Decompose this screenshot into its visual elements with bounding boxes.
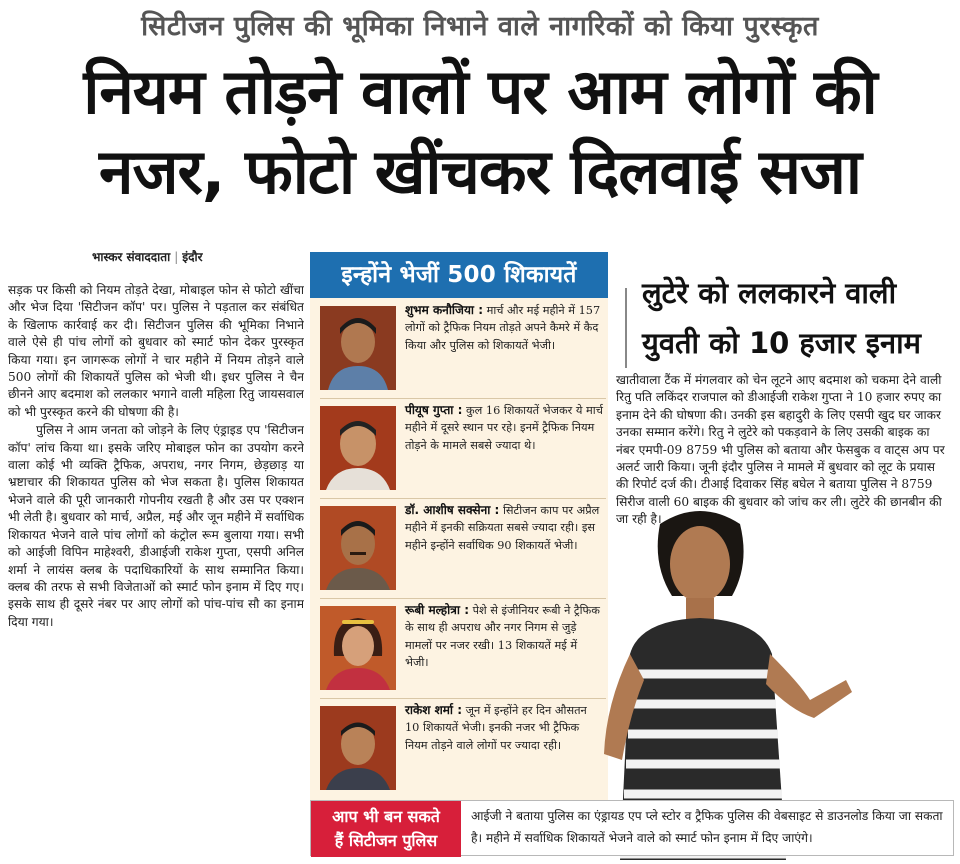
- kicker-headline: सिटीजन पुलिस की भूमिका निभाने वाले नागरिकों को किया पुरस्कृत: [141, 11, 819, 42]
- man-portrait-icon: [320, 506, 396, 590]
- man-portrait-icon: [320, 406, 396, 490]
- side-title-line-2: युवती को 10 हजार इनाम: [642, 326, 921, 360]
- side-story-body: [616, 372, 950, 792]
- story-paragraph: पुलिस ने आम जनता को जोड़ने के लिए एंड्राइड एप 'सिटीजन कॉप' लांच किया था। इसके जरिए मोबाइल फोन का उपयोग करने वाला कोई भी व्यक्ति ट्रैफिक, अपराध, नगर निगम, छेड़छाड़ या भ्रष्टाचार की शिकायत पुलिस को भेज सकता है। पुलिस शिकायत भेजने वाले की पूरी जानकारी गोपनीय रखती है और उस पर एक्शन भी लेती है। बुधवार को मार्च, अप्रैल, मई और जून महीने में सर्वाधिक शिकायत भेजने वाले पांच लोगों को कंट्रोल रूम बुलाया गया। सभी को आईजी विपिन माहेश्वरी, डीआईजी राकेश गुप्ता, एसपी अनिल शर्मा ने लायंस क्लब के पदाधिकारियों के साथ सम्मानित किया। क्लब की तरफ से सभी विजेताओं को स्मार्ट फोन इनाम में दिए गए। इसके साथ ही दूसरे नंबर पर आए लोगों को पांच-पांच सौ का इनाम दिया गया।: [8, 423, 304, 629]
- person-card: [320, 302, 604, 390]
- divider: [320, 498, 606, 499]
- person-name: पीयूष गुप्ता :: [405, 403, 463, 417]
- person-name: राकेश शर्मा :: [405, 703, 462, 717]
- woman-portrait-icon: [320, 606, 396, 690]
- byline: [92, 248, 203, 265]
- person-description: जून में इन्होंने हर दिन औसतन 10 शिकायतें भेजी। इनकी नजर भी ट्रैफिक नियम तोड़ने वाले लोगों पर ज्यादा रही।: [405, 704, 587, 752]
- person-card: [320, 502, 604, 590]
- side-story-paragraph: खातीवाला टैंक में मंगलवार को चेन लूटने आए बदमाश को चकमा देने वाली रितु पति लकिंदर राजपाल को डीआईजी राकेश गुप्ता ने 10 हजार रुपए का इनाम देने की घोषणा की। उनकी इस बहादुरी के लिए एसपी खुद घर जाकर उनका सम्मान करेंगे। रितु ने लुटेरे को पकड़वाने के लिए उसकी बाइक का नंबर एमपी-09 8759 भी पुलिस को बताया और फेसबुक व वाट्स अप पर अलर्ट जारी किया। जूनी इंदौर पुलिस ने मामले में बुधवार को लूट के प्रयास की रिपोर्ट दर्ज की। टीआई दिवाकर सिंह बघेल ने बताया पुलिस ने 8759 सिरीज वाली 60 बाइक की बुधवार को जांच कर ली। लुटेरे की छानबीन की जा रही है।: [616, 373, 945, 527]
- person-name: शुभम कनौजिया :: [405, 303, 483, 317]
- byline-reporter: भास्कर संवाददाता: [92, 250, 171, 264]
- person-description: सिटीजन काप पर अप्रैल महीने में इनकी सक्रियता सबसे ज्यादा रही। इस महीने इन्होंने सर्वाधिक 90 शिकायतें भेजी।: [405, 504, 600, 552]
- headline-line-2: नजर, फोटो खींचकर दिलवाई सजा: [99, 135, 861, 208]
- footer-label: [311, 801, 461, 857]
- person-name: डॉ. आशीष सक्सेना :: [405, 503, 500, 517]
- byline-city: इंदौर: [182, 250, 203, 264]
- story-paragraph: सड़क पर किसी को नियम तोड़ते देखा, मोबाइल फोन से फोटो खींचा और भेज दिया 'सिटीजन कॉप' पर। पुलिस ने पड़ताल कर संबंधित के खिलाफ कार्रवाई कर दी। सिटीजन पुलिस की भूमिका निभाने वाले ऐसे ही पांच लोगों को बुधवार को स्मार्ट फोन देकर पुरस्कृत किया गया। इन जागरूक लोगों ने चार महीने में नियम तोड़ने वाले 500 लोगों की शिकायतें पुलिस को भेजी थी। इधर पुलिस ने चैन छीनने आए बदमाश को ललकार भगाने वाली महिला रितु जायसवाल को भी पुरस्कृत करने की घोषणा की है।: [8, 283, 304, 419]
- complaints-box: [310, 252, 608, 800]
- headline-line-1: नियम तोड़ने वालों पर आम लोगों की: [83, 55, 877, 128]
- person-description: पेशे से इंजीनियर रूबी ने ट्रैफिक के साथ ही अपराध और नगर निगम से जुड़े मामलों पर नजर रखी। 13 शिकायतें मई में भेजी।: [405, 604, 600, 669]
- person-text: [405, 502, 603, 554]
- person-name: रूबी मल्होत्रा :: [405, 603, 469, 617]
- person-text: [405, 402, 603, 454]
- person-text: [405, 302, 603, 354]
- side-title-line-1: लुटेरे को ललकारने वाली: [642, 276, 897, 310]
- person-text: [405, 702, 603, 754]
- person-text: [405, 602, 603, 671]
- person-description: कुल 16 शिकायतें भेजकर ये मार्च महीने में दूसरे स्थान पर रहे। इनमें ट्रैफिक नियम तोड़ने के मामले सबसे ज्यादा थे।: [405, 404, 603, 452]
- person-card: [320, 602, 604, 690]
- man-portrait-icon: [320, 306, 396, 390]
- person-description: मार्च और मई महीने में 157 लोगों को ट्रैफिक नियम तोड़ते अपने कैमरे में कैद किया और पुलिस को शिकायतें भेजी।: [405, 304, 601, 352]
- footer-info-box: [310, 800, 954, 856]
- main-headline: [10, 52, 950, 212]
- man-portrait-icon: [320, 706, 396, 790]
- footer-text: आईजी ने बताया पुलिस का एंड्रायड एप प्ले स्टोर व ट्रैफिक पुलिस की वेबसाइट से डाउनलोड किया जा सकता है। महीने में सर्वाधिक शिकायतें भेजने वाले को स्मार्ट फोन इनाम में दिए जाएंगे।: [471, 809, 943, 845]
- person-card: [320, 402, 604, 490]
- divider: [320, 698, 606, 699]
- divider: [320, 598, 606, 599]
- main-story-column: [8, 282, 304, 858]
- complaints-box-title: इन्होंने भेजीं 500 शिकायतें: [310, 252, 608, 298]
- side-story-title: [642, 268, 942, 368]
- footer-label-line-2: हैं सिटीजन पुलिस: [334, 831, 438, 850]
- divider: [320, 398, 606, 399]
- person-card: [320, 702, 604, 790]
- byline-separator: |: [174, 250, 179, 264]
- footer-label-line-1: आप भी बन सकते: [332, 807, 440, 826]
- title-rule: [625, 288, 627, 368]
